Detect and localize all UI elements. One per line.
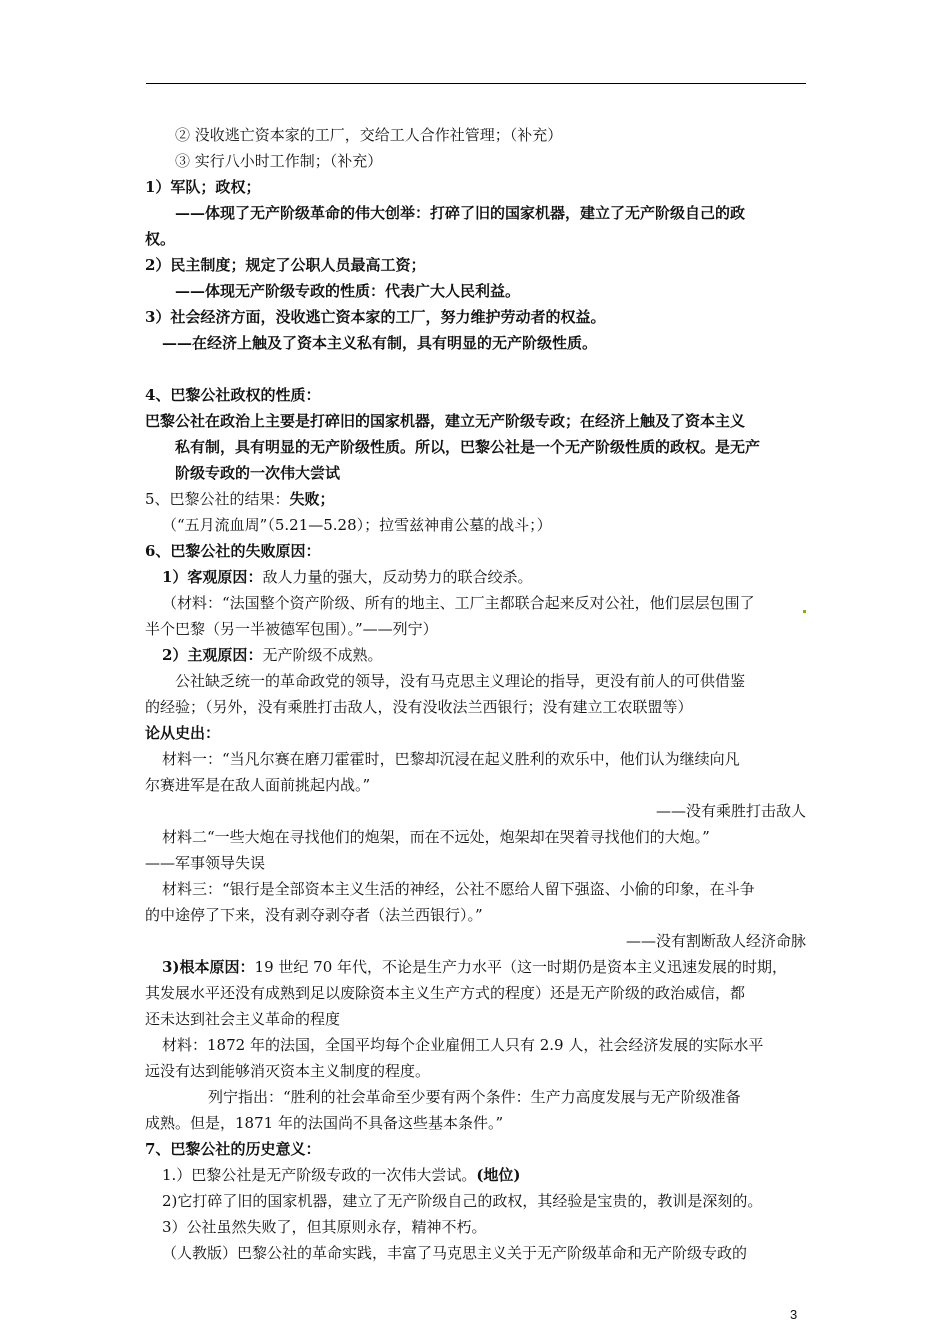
text-line: 尔赛进军是在敌人面前挑起内战。” [145,776,371,794]
text-line: 2）民主制度；规定了公职人员最高工资； [145,256,426,274]
text-line: 私有制，具有明显的无产阶级性质。所以，巴黎公社是一个无产阶级性质的政权。是无产 [175,438,761,456]
text-line: 3)根本原因：19 世纪 70 年代，不论是生产力水平（这一时期仍是资本主义迅速发展的时期， [162,958,788,976]
section-heading: 4、巴黎公社政权的性质： [145,386,321,404]
text-line: 5、巴黎公社的结果：失败； [145,490,335,508]
text-line: ——体现了无产阶级革命的伟大创举：打碎了旧的国家机器，建立了无产阶级自己的政 [175,204,746,222]
text-line: ——在经济上触及了资本主义私有制，具有明显的无产阶级性质。 [162,334,598,352]
text-line: 材料一：“当凡尔赛在磨刀霍霍时，巴黎却沉浸在起义胜利的欢乐中，他们认为继续向凡 [162,750,740,768]
text-line: 的中途停了下来，没有剥夺剥夺者（法兰西银行）。” [145,906,483,924]
text-line: 2）主观原因：无产阶级不成熟。 [162,646,383,664]
header-rule [146,83,806,84]
text-line: 材料：1872 年的法国，全国平均每个企业雇佣工人只有 2.9 人，社会经济发展的实际水平 [162,1036,764,1054]
text-line: 3）公社虽然失败了，但其原则永存，精神不朽。 [162,1218,487,1236]
text-line: 3）社会经济方面，没收逃亡资本家的工厂，努力维护劳动者的权益。 [145,308,606,326]
text-line: 其发展水平还没有成熟到足以废除资本主义生产方式的程度）还是无产阶级的政治威信，都 [145,984,746,1002]
text-line: ——没有乘胜打击敌人 [655,802,806,820]
text-line: 半个巴黎（另一半被德军包围）。”——列宁） [145,620,438,638]
text-line: （人教版）巴黎公社的革命实践，丰富了马克思主义关于无产阶级革命和无产阶级专政的 [162,1244,748,1262]
text-line: 1.）巴黎公社是无产阶级专政的一次伟大尝试。(地位) [162,1166,521,1184]
text-line: 1）军队；政权； [145,178,261,196]
text-line: 1）客观原因：敌人力量的强大，反动势力的联合绞杀。 [162,568,533,586]
section-heading: 6、巴黎公社的失败原因： [145,542,321,560]
section-heading: 论从史出： [145,724,221,742]
text-line: 成熟。但是，1871 年的法国尚不具备这些基本条件。” [145,1114,504,1132]
page-number: 3 [790,1307,798,1322]
text-line: ② 没收逃亡资本家的工厂，交给工人合作社管理；（补充） [175,126,563,144]
text-line: 材料三：“银行是全部资本主义生活的神经，公社不愿给人留下强盗、小偷的印象，在斗争 [162,880,755,898]
text-line: 的经验；（另外，没有乘胜打击敌人，没有没收法兰西银行；没有建立工农联盟等） [145,698,693,716]
text-line: 公社缺乏统一的革命政党的领导，没有马克思主义理论的指导，更没有前人的可供借鉴 [175,672,746,690]
text-line: 材料二“一些大炮在寻找他们的炮架，而在不远处，炮架却在哭着寻找他们的大炮。” [162,828,710,846]
text-line: 列宁指出：“胜利的社会革命至少要有两个条件：生产力高度发展与无产阶级准备 [208,1088,741,1106]
text-line: 远没有达到能够消灭资本主义制度的程度。 [145,1062,431,1080]
text-line: ——军事领导失误 [145,854,266,872]
text-line: 权。 [145,230,176,248]
text-line: ③ 实行八小时工作制；（补充） [175,152,383,170]
text-line: ——没有割断敌人经济命脉 [625,932,806,950]
text-line: 2)它打碎了旧的国家机器，建立了无产阶级自己的政权，其经验是宝贵的，教训是深刻的。 [162,1192,763,1210]
text-line: 阶级专政的一次伟大尝试 [175,464,341,482]
text-line: （“五月流血周”（5.21—5.28）；拉雪兹神甫公墓的战斗；） [162,516,552,534]
text-line: （材料：“法国整个资产阶级、所有的地主、工厂主都联合起来反对公社，他们层层包围了 [162,594,755,612]
text-line: 巴黎公社在政治上主要是打碎旧的国家机器，建立无产阶级专政；在经济上触及了资本主义 [145,412,746,430]
text-line: ——体现无产阶级专政的性质：代表广大人民利益。 [175,282,521,300]
text-line: 还未达到社会主义革命的程度 [145,1010,341,1028]
section-heading: 7、巴黎公社的历史意义： [145,1140,321,1158]
stray-mark [803,610,806,613]
